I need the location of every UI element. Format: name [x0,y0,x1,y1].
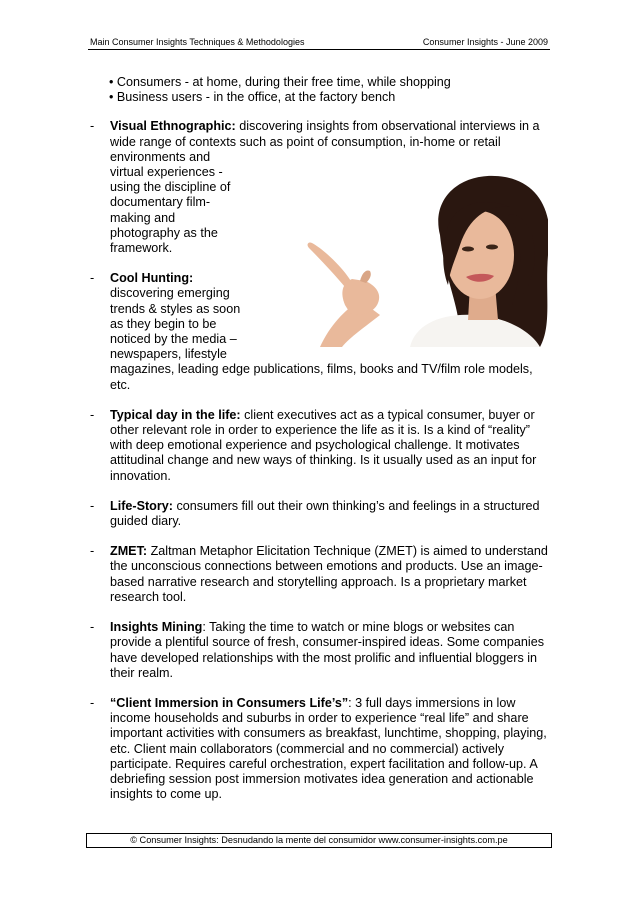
section-title: Typical day in the life: [110,407,241,422]
section-insights-mining [90,620,550,681]
dash-marker: - [90,544,95,559]
section-title: Visual Ethnographic: [110,119,236,134]
page-footer: © Consumer Insights: Desnudando la mente del consumidor www.consumer-insights.com.pe [86,833,552,848]
section-text-wrapped: environments and virtual experiences - using the discipline of documentary film-making and photography as the framework. [110,149,231,256]
section-text-wrapped: discovering emerging trends & styles as soon as they begin to be noticed by the media – newspapers, lifestyle [110,286,241,362]
section-title: Insights Mining [110,620,203,635]
section-text: Zaltman Metaphor Elicitation Technique (ZMET) is aimed to understand the unconscious connections between emotions and products. Use an image-based narrative research and storytelling approach. Is a proprietary market research tool. [110,544,548,604]
section-text: magazines, leading edge publications, films, books and TV/film role models, etc. [110,362,533,392]
section-cool-hunting [90,271,550,393]
section-text: discovering insights from observational interviews in a wide range of contexts such as point of consumption, in-home or retail [110,119,540,149]
section-title: Life-Story: [110,498,173,513]
section-client-immersion [90,696,550,802]
section-title: ZMET: [110,544,148,559]
section-title: “Client Immersion in Consumers Life’s” [110,695,349,710]
dash-marker: - [90,407,95,422]
section-text: client executives act as a typical consumer, buyer or other relevant role in order to experience the life as it is. Is a kind of “reality” with deep emotional experience and psychological challenge. It motivates attitudinal change and new ways of thinking. Is it usually used as an input for innovation. [110,407,537,483]
document-body [90,75,550,817]
header-title: Main Consumer Insights Techniques & Methodologies [90,37,305,47]
dash-marker: - [90,271,95,286]
header-date: Consumer Insights - June 2009 [422,37,548,47]
list-item: • Business users - in the office, at the factory bench [109,90,396,105]
dash-marker: - [90,695,95,710]
section-title: Cool Hunting: [110,271,194,286]
dash-marker: - [90,498,95,513]
section-text: : 3 full days immersions in low income households and suburbs in order to experience “real life” and share important activities with consumers as breakfast, lunchtime, shopping, playing, etc. Client main collaborators (commercial and no commercial) actively participate. Requires careful orchestration, expert facilitation and follow-up. A debriefing session post immersion motivates idea generation and actionable insights to come up. [110,695,547,802]
list-item: • Consumers - at home, during their free time, while shopping [109,75,451,89]
dash-marker: - [90,119,95,134]
section-typical-day [90,408,550,484]
section-visual-ethnographic [90,119,550,256]
section-text: : Taking the time to watch or mine blogs or websites can provide a plentiful source of fresh, consumer-inspired ideas. Some companies have developed relationships with the most prolific and influential bloggers in their realm. [110,620,545,680]
section-text: consumers fill out their own thinking’s and feelings in a structured guided diary. [110,498,540,529]
bullet-list [109,75,550,105]
section-life-story [90,499,550,529]
section-zmet [90,544,550,605]
dash-marker: - [90,620,95,635]
page-header [88,36,550,50]
